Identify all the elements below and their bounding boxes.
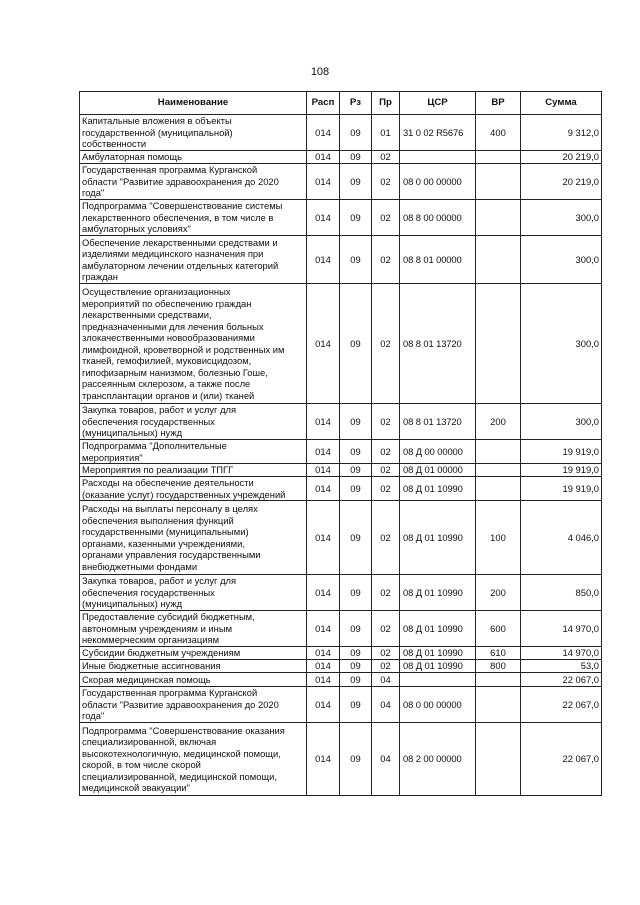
row-vr: 200 — [476, 575, 521, 611]
table-row — [80, 673, 602, 687]
row-vr — [476, 164, 521, 200]
row-vr: 610 — [476, 647, 521, 660]
row-rz: 09 — [340, 723, 372, 796]
table-row — [80, 440, 602, 464]
table-header-row — [80, 92, 602, 115]
row-name: Подпрограмма "Дополнительные мероприятия" — [80, 440, 307, 464]
row-csr: 08 Д 01 10990 — [400, 501, 476, 575]
row-rasp: 014 — [307, 115, 340, 151]
row-pr: 02 — [372, 611, 400, 647]
row-vr — [476, 200, 521, 236]
row-pr: 01 — [372, 115, 400, 151]
row-rasp: 014 — [307, 151, 340, 164]
row-vr — [476, 284, 521, 404]
row-rasp: 014 — [307, 477, 340, 501]
row-name: Подпрограмма "Совершенствование оказания специализированной, включая высокотехнологичную, медицинской помощи, скорой, в том числе скорой специализированной, медицинской помощи, медицинской эвакуации" — [80, 723, 307, 796]
row-rasp: 014 — [307, 440, 340, 464]
row-pr: 02 — [372, 647, 400, 660]
row-sum: 22 067,0 — [521, 673, 602, 687]
row-csr: 08 8 01 13720 — [400, 284, 476, 404]
row-name: Осуществление организационных мероприятий по обеспечению граждан лекарственными средствами, предназначенными для лечения больных злокачественными новообразованиями лимфоидной, кроветворной и родственных им тканей, гемофилией, муковисцидозом, гипофизарным нанизмом, болезнью Гоше, рассеянным склерозом, а также после трансплантации органов и (или) тканей — [80, 284, 307, 404]
row-name: Скорая медицинская помощь — [80, 673, 307, 687]
header-rasp: Расп — [307, 92, 340, 115]
row-name: Расходы на выплаты персоналу в целях обеспечения выполнения функций государственными (муниципальными) органами, казенными учреждениями, органами управления государственными внебюджетными фондами — [80, 501, 307, 575]
row-sum: 9 312,0 — [521, 115, 602, 151]
table-row — [80, 723, 602, 796]
row-rz: 09 — [340, 575, 372, 611]
row-csr: 08 Д 01 10990 — [400, 660, 476, 673]
row-vr — [476, 236, 521, 284]
row-vr — [476, 151, 521, 164]
row-name: Обеспечение лекарственными средствами и изделиями медицинского назначения при амбулаторном лечении отдельных категорий граждан — [80, 236, 307, 284]
row-vr: 600 — [476, 611, 521, 647]
table-row — [80, 464, 602, 477]
row-csr: 08 8 00 00000 — [400, 200, 476, 236]
row-vr — [476, 477, 521, 501]
header-vr: ВР — [476, 92, 521, 115]
row-csr: 31 0 02 R5676 — [400, 115, 476, 151]
table-row — [80, 236, 602, 284]
row-sum: 20 219,0 — [521, 164, 602, 200]
row-csr: 08 Д 00 00000 — [400, 440, 476, 464]
table-row — [80, 611, 602, 647]
row-rasp: 014 — [307, 647, 340, 660]
row-pr: 02 — [372, 501, 400, 575]
row-pr: 02 — [372, 164, 400, 200]
row-name: Расходы на обеспечение деятельности (оказание услуг) государственных учреждений — [80, 477, 307, 501]
row-rz: 09 — [340, 477, 372, 501]
table-row — [80, 477, 602, 501]
row-sum: 4 046,0 — [521, 501, 602, 575]
row-sum: 19 919,0 — [521, 464, 602, 477]
row-sum: 19 919,0 — [521, 477, 602, 501]
row-csr — [400, 151, 476, 164]
row-pr: 02 — [372, 477, 400, 501]
row-rz: 09 — [340, 115, 372, 151]
row-csr: 08 Д 01 10990 — [400, 647, 476, 660]
row-vr — [476, 464, 521, 477]
row-csr: 08 2 00 00000 — [400, 723, 476, 796]
row-rasp: 014 — [307, 284, 340, 404]
row-name: Государственная программа Курганской области "Развитие здравоохранения до 2020 года" — [80, 687, 307, 723]
row-rz: 09 — [340, 284, 372, 404]
row-pr: 02 — [372, 284, 400, 404]
row-pr: 02 — [372, 404, 400, 440]
header-csr: ЦСР — [400, 92, 476, 115]
row-vr: 100 — [476, 501, 521, 575]
row-rz: 09 — [340, 200, 372, 236]
table-row — [80, 660, 602, 673]
row-pr: 02 — [372, 464, 400, 477]
row-sum: 14 970,0 — [521, 611, 602, 647]
row-csr: 08 Д 01 10990 — [400, 477, 476, 501]
row-pr: 02 — [372, 200, 400, 236]
table-row — [80, 647, 602, 660]
row-name: Закупка товаров, работ и услуг для обеспечения государственных (муниципальных) нужд — [80, 404, 307, 440]
row-rz: 09 — [340, 440, 372, 464]
row-name: Мероприятия по реализации ТПГГ — [80, 464, 307, 477]
row-rasp: 014 — [307, 464, 340, 477]
row-rz: 09 — [340, 647, 372, 660]
row-pr: 02 — [372, 575, 400, 611]
row-name: Подпрограмма "Совершенствование системы лекарственного обеспечения, в том числе в амбулаторных условиях" — [80, 200, 307, 236]
header-name: Наименование — [80, 92, 307, 115]
row-sum: 300,0 — [521, 404, 602, 440]
row-name: Закупка товаров, работ и услуг для обеспечения государственных (муниципальных) нужд — [80, 575, 307, 611]
row-rasp: 014 — [307, 575, 340, 611]
row-sum: 300,0 — [521, 284, 602, 404]
row-csr: 08 0 00 00000 — [400, 687, 476, 723]
table-row — [80, 200, 602, 236]
row-vr — [476, 440, 521, 464]
row-rasp: 014 — [307, 723, 340, 796]
row-name: Государственная программа Курганской области "Развитие здравоохранения до 2020 года" — [80, 164, 307, 200]
row-sum: 53,0 — [521, 660, 602, 673]
row-rz: 09 — [340, 151, 372, 164]
row-rasp: 014 — [307, 236, 340, 284]
row-rz: 09 — [340, 464, 372, 477]
row-name: Предоставление субсидий бюджетным, автономным учреждениям и иным некоммерческим организациям — [80, 611, 307, 647]
row-csr: 08 8 01 13720 — [400, 404, 476, 440]
row-csr: 08 Д 01 00000 — [400, 464, 476, 477]
row-vr: 800 — [476, 660, 521, 673]
row-name: Капитальные вложения в объекты государственной (муниципальной) собственности — [80, 115, 307, 151]
header-sum: Сумма — [521, 92, 602, 115]
row-csr: 08 8 01 00000 — [400, 236, 476, 284]
row-pr: 04 — [372, 687, 400, 723]
row-vr — [476, 687, 521, 723]
row-rasp: 014 — [307, 611, 340, 647]
row-pr: 02 — [372, 151, 400, 164]
table-row — [80, 404, 602, 440]
row-vr: 400 — [476, 115, 521, 151]
row-csr: 08 Д 01 10990 — [400, 575, 476, 611]
row-vr — [476, 723, 521, 796]
row-vr — [476, 673, 521, 687]
page-number: 108 — [310, 66, 330, 78]
row-sum: 19 919,0 — [521, 440, 602, 464]
row-csr — [400, 673, 476, 687]
header-pr: Пр — [372, 92, 400, 115]
row-rasp: 014 — [307, 404, 340, 440]
table-row — [80, 151, 602, 164]
row-rz: 09 — [340, 673, 372, 687]
row-vr: 200 — [476, 404, 521, 440]
table-row — [80, 575, 602, 611]
row-rasp: 014 — [307, 200, 340, 236]
row-pr: 02 — [372, 236, 400, 284]
row-name: Иные бюджетные ассигнования — [80, 660, 307, 673]
row-rz: 09 — [340, 611, 372, 647]
row-name: Субсидии бюджетным учреждениям — [80, 647, 307, 660]
row-sum: 300,0 — [521, 200, 602, 236]
row-rz: 09 — [340, 236, 372, 284]
row-sum: 20 219,0 — [521, 151, 602, 164]
row-pr: 02 — [372, 440, 400, 464]
row-rasp: 014 — [307, 687, 340, 723]
row-rz: 09 — [340, 404, 372, 440]
row-rz: 09 — [340, 660, 372, 673]
row-rasp: 014 — [307, 164, 340, 200]
table-row — [80, 284, 602, 404]
row-sum: 22 067,0 — [521, 723, 602, 796]
row-csr: 08 Д 01 10990 — [400, 611, 476, 647]
row-pr: 02 — [372, 660, 400, 673]
table-row — [80, 164, 602, 200]
row-pr: 04 — [372, 673, 400, 687]
row-pr: 04 — [372, 723, 400, 796]
row-rz: 09 — [340, 501, 372, 575]
row-rasp: 014 — [307, 673, 340, 687]
row-sum: 850,0 — [521, 575, 602, 611]
row-rasp: 014 — [307, 501, 340, 575]
table-row — [80, 501, 602, 575]
budget-table — [79, 91, 602, 796]
row-csr: 08 0 00 00000 — [400, 164, 476, 200]
table-row — [80, 115, 602, 151]
row-sum: 300,0 — [521, 236, 602, 284]
header-rz: Рз — [340, 92, 372, 115]
table-row — [80, 687, 602, 723]
row-rz: 09 — [340, 687, 372, 723]
row-rz: 09 — [340, 164, 372, 200]
row-sum: 14 970,0 — [521, 647, 602, 660]
row-name: Амбулаторная помощь — [80, 151, 307, 164]
row-rasp: 014 — [307, 660, 340, 673]
row-sum: 22 067,0 — [521, 687, 602, 723]
